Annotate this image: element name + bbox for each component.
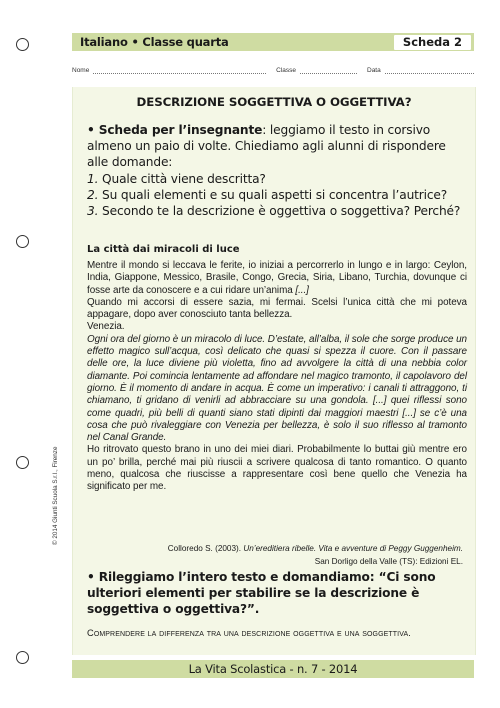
teacher-instructions	[87, 122, 467, 219]
teacher-label: • Scheda per l’insegnante	[87, 123, 263, 137]
reading-paragraph: Mentre il mondo si leccava le ferite, io iniziai a percorrerlo in lungo e in largo: Ceylon, India, Giappone, Messico, Brasile, Congo, Grecia, Siria, Libano, Turchia, dovunque ci fosse arte da conoscere e a cui ridare un’anima [...]	[87, 260, 467, 296]
class-label: Classe	[276, 67, 297, 74]
header-subject: Italiano • Classe quarta	[80, 35, 229, 49]
reading-paragraph: Venezia.	[87, 321, 125, 333]
binder-hole	[16, 651, 29, 664]
date-label: Data	[367, 67, 381, 74]
date-field[interactable]	[385, 67, 474, 74]
reading-title: La città dai miracoli di luce	[87, 244, 240, 255]
name-field[interactable]	[93, 67, 266, 74]
teacher-instructions-text: : leggiamo il testo in corsivo almeno un paio di volte. Chiediamo agli alunni di rispondere alle domande:	[87, 123, 446, 170]
scheda-badge: Scheda 2	[393, 34, 472, 51]
student-info-row	[72, 67, 474, 74]
page-title: DESCRIZIONE SOGGETTIVA O OGGETTIVA?	[136, 95, 412, 109]
header-bar	[72, 33, 474, 51]
learning-objective: Comprendere la differenza tra una descrizione oggettiva e una soggettiva.	[87, 628, 411, 638]
binder-hole	[16, 456, 29, 469]
question-3: 3. Secondo te la descrizione è oggettiva o soggettiva? Perché?	[87, 204, 461, 219]
citation-line-1: Colloredo S. (2003). Un’ereditiera ribelle. Vita e avventure di Peggy Guggenheim.	[167, 544, 463, 553]
reading-text	[87, 260, 467, 494]
copyright-notice: © 2014 Giunti Scuola S.r.l., Firenze	[52, 446, 59, 545]
reading-italic-paragraph: Ogni ora del giorno è un miracolo di luce. D’estate, all’alba, il sole che sorge produce un effetto magico sull’acqua, così delicato che quasi si spezza il cuore. Con il passare delle ore, la luce diviene più violetta, fino ad avvolgere la città di una nebbia color diamante. Poi comincia lentamente ad affondare nel magico tramonto, il capolavoro del giorno. È il momento di andare in acqua. È come un imperativo: i canali ti attraggono, ti chiamano, ti gridano di venirli ad abbracciare su una gondola. [...] quei riflessi sono come quadri, più belli di quanti siano stati dipinti dai maggiori maestri [...] se c’è una cosa che può rivaleggiare con Venezia per bellezza, è solo il suo riflesso al tramonto nel Canal Grande.	[87, 333, 467, 444]
final-instructions: • Rileggiamo l’intero testo e domandiamo: “Ci sono ulteriori elementi per stabilire se la descrizione è soggettiva o oggettiva?”.	[87, 570, 436, 617]
citation	[103, 542, 463, 568]
citation-line-2: San Dorligo della Valle (TS): Edizioni EL.	[314, 557, 463, 566]
reading-paragraph: Quando mi accorsi di essere sazia, mi fermai. Scelsi l’unica città che mi poteva appagare, dopo aver conosciuto tanta bellezza.	[87, 296, 467, 321]
binder-hole	[16, 235, 29, 248]
name-label: Nome	[72, 67, 90, 74]
reading-paragraph: Ho ritrovato questo brano in uno dei miei diari. Probabilmente lo buttai giù mentre ero un po’ brilla, perché mai più riuscii a scrivere qualcosa di tanto romantico. O quanto meno, qualcosa che riuscisse a rappresentare così bene quello che Venezia ha significato per me.	[87, 444, 467, 493]
footer-text: La Vita Scolastica - n. 7 - 2014	[188, 662, 358, 676]
class-field[interactable]	[300, 67, 357, 74]
worksheet-content	[72, 87, 476, 655]
binder-hole	[16, 38, 29, 51]
question-2: 2. Su quali elementi e su quali aspetti si concentra l’autrice?	[87, 187, 448, 202]
footer-bar	[72, 660, 474, 678]
question-1: 1. Quale città viene descritta?	[87, 171, 266, 186]
